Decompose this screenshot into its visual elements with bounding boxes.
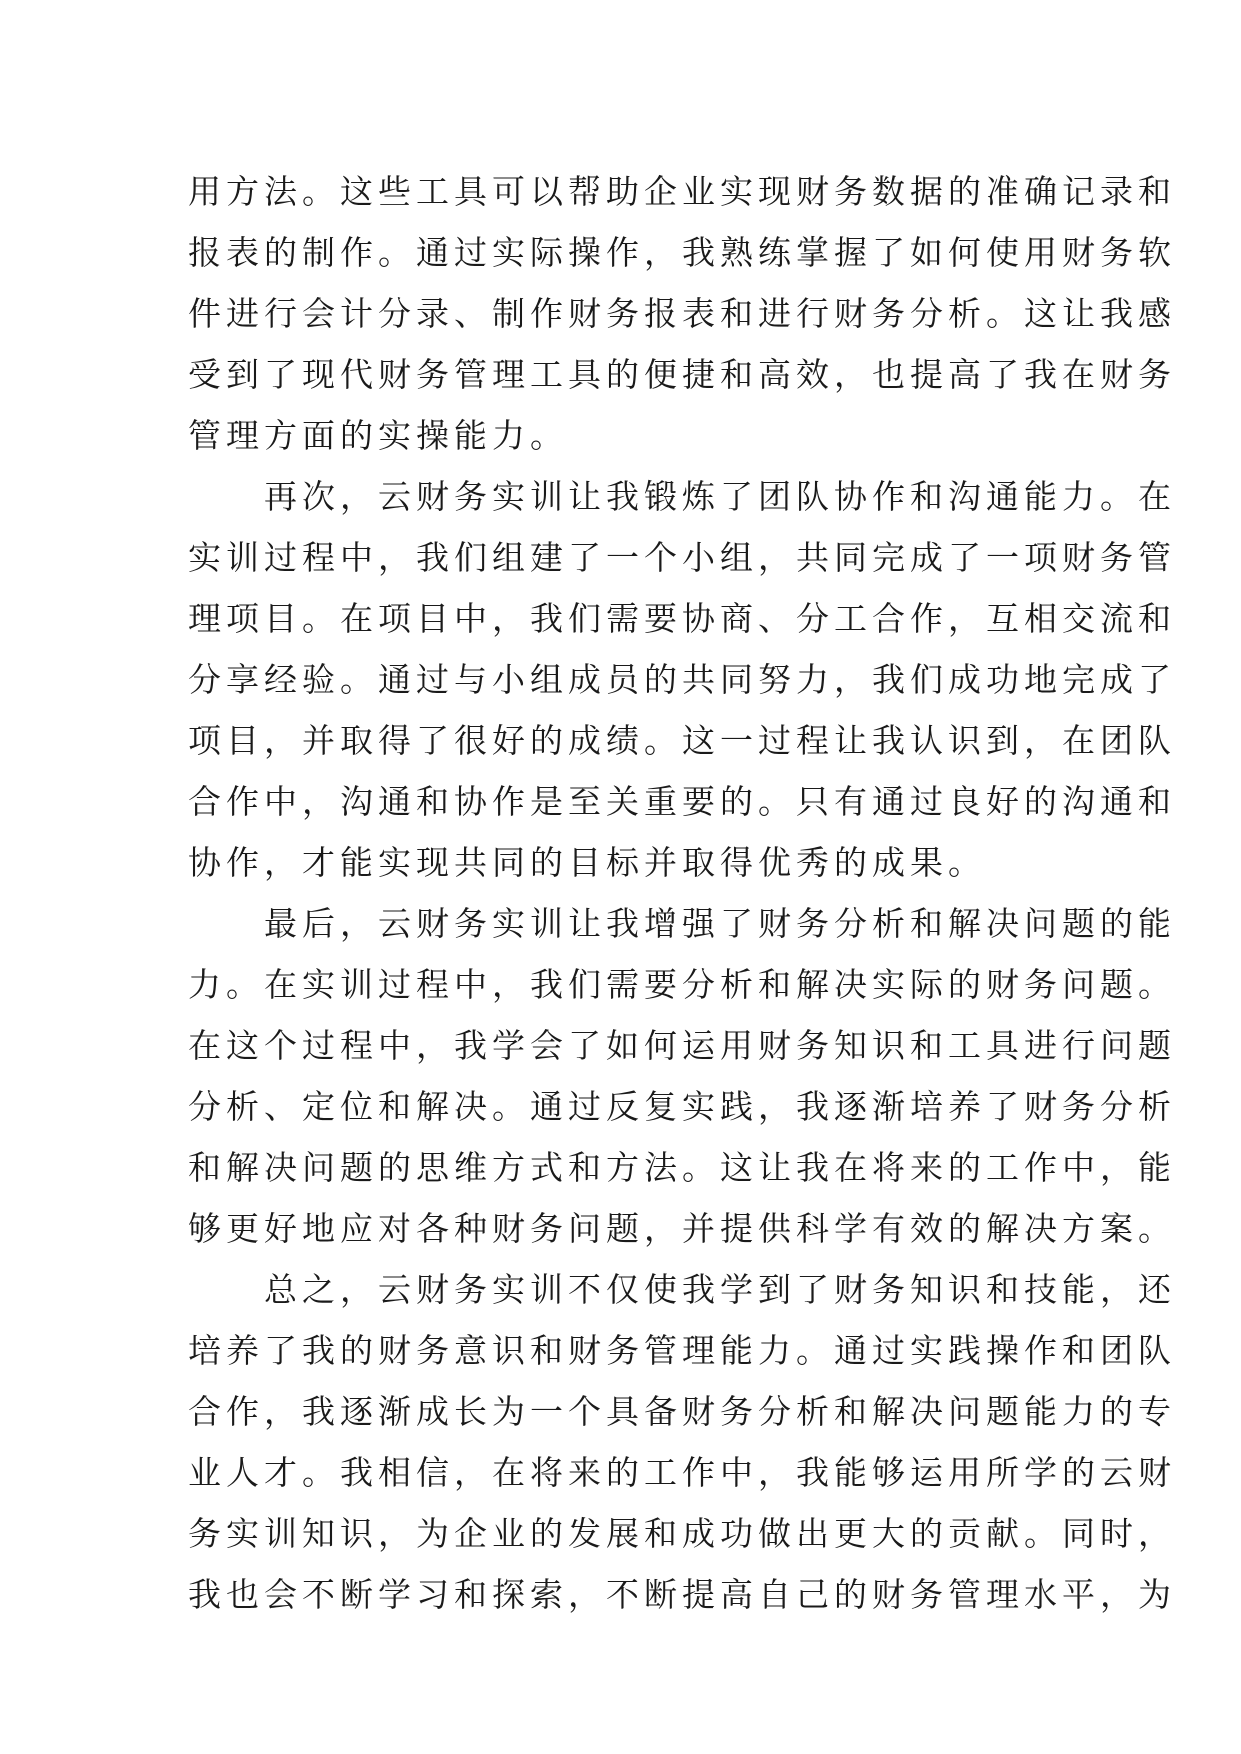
text-line: 报表的制作。通过实际操作，我熟练掌握了如何使用财务软 — [188, 233, 1176, 272]
text-line: 管理方面的实操能力。 — [188, 416, 568, 455]
text-line: 合作中，沟通和协作是至关重要的。只有通过良好的沟通和 — [188, 782, 1176, 821]
text-line: 务实训知识，为企业的发展和成功做出更大的贡献。同时， — [188, 1514, 1176, 1553]
text-line: 总之，云财务实训不仅使我学到了财务知识和技能，还 — [188, 1270, 1176, 1309]
text-line: 用方法。这些工具可以帮助企业实现财务数据的准确记录和 — [188, 172, 1176, 211]
body-text — [188, 161, 1176, 1625]
text-line: 协作，才能实现共同的目标并取得优秀的成果。 — [188, 843, 986, 882]
text-line: 分享经验。通过与小组成员的共同努力，我们成功地完成了 — [188, 660, 1176, 699]
text-line: 培养了我的财务意识和财务管理能力。通过实践操作和团队 — [188, 1331, 1176, 1370]
text-line: 最后，云财务实训让我增强了财务分析和解决问题的能 — [188, 904, 1176, 943]
text-line: 我也会不断学习和探索，不断提高自己的财务管理水平，为 — [188, 1575, 1176, 1614]
text-line: 分析、定位和解决。通过反复实践，我逐渐培养了财务分析 — [188, 1087, 1176, 1126]
text-line: 合作，我逐渐成长为一个具备财务分析和解决问题能力的专 — [188, 1392, 1176, 1431]
text-line: 件进行会计分录、制作财务报表和进行财务分析。这让我感 — [188, 294, 1176, 333]
text-line: 再次，云财务实训让我锻炼了团队协作和沟通能力。在 — [188, 477, 1176, 516]
text-line: 和解决问题的思维方式和方法。这让我在将来的工作中，能 — [188, 1148, 1176, 1187]
text-line: 力。在实训过程中，我们需要分析和解决实际的财务问题。 — [188, 965, 1176, 1004]
text-line: 够更好地应对各种财务问题，并提供科学有效的解决方案。 — [188, 1209, 1176, 1248]
text-line: 项目，并取得了很好的成绩。这一过程让我认识到，在团队 — [188, 721, 1176, 760]
text-line: 实训过程中，我们组建了一个小组，共同完成了一项财务管 — [188, 538, 1176, 577]
text-line: 业人才。我相信，在将来的工作中，我能够运用所学的云财 — [188, 1453, 1176, 1492]
text-line: 理项目。在项目中，我们需要协商、分工合作，互相交流和 — [188, 599, 1176, 638]
text-line: 受到了现代财务管理工具的便捷和高效，也提高了我在财务 — [188, 355, 1176, 394]
text-line: 在这个过程中，我学会了如何运用财务知识和工具进行问题 — [188, 1026, 1176, 1065]
